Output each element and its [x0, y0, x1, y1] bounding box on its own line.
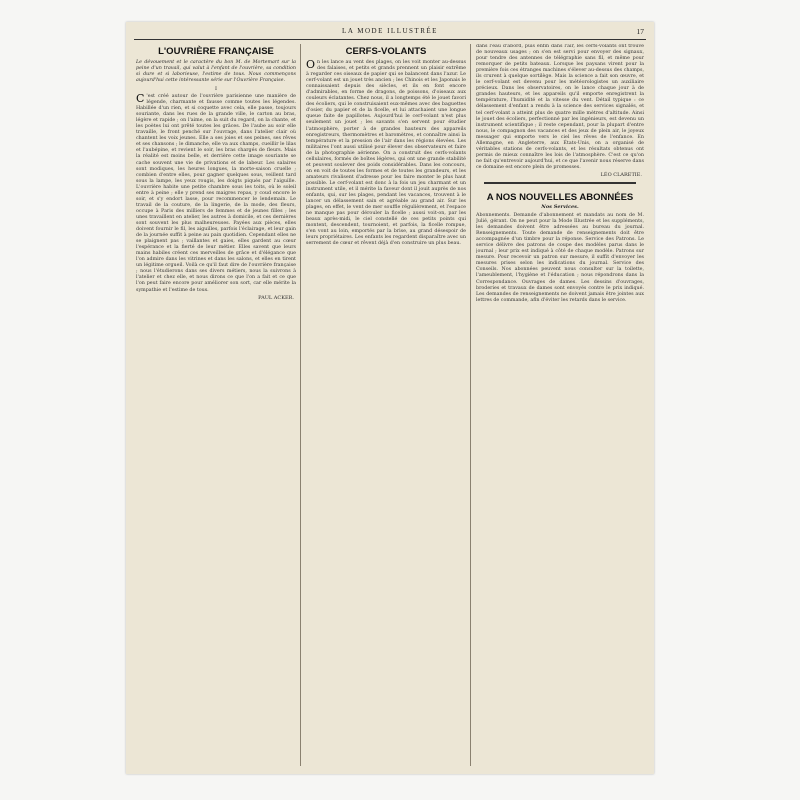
column-continuation: [476, 44, 644, 768]
section-number: I: [215, 86, 217, 92]
column-divider: [470, 44, 471, 766]
notice-subtitle: Nos Services.: [541, 203, 579, 210]
section-rule: [484, 182, 636, 184]
article-text: 'est créé autour de l'ouvrière parisienne une manière de légende, charmante et fausse comme toutes les légendes. Habillée d'un rien, et si coquette avec cela, elle passe, toujours souriante, dans les rues de la grande ville, le carton au bras, légère et rapide ; on l'aime, on la suit du regard, on la chante, et les poètes lui ont prêté toutes les grâces. De l'aube au soir elle travaille, le front penché sur l'ouvrage, dans l'atelier clair où chantent les voix jeunes. Elle a ses joies et ses peines, ses rêves et ses chansons ; le dimanche, elle va aux champs, cueillir le lilas et l'aubépine, et revient le soir, les bras chargés de fleurs. Mais la réalité est moins belle, et derrière cette image souriante se cache souvent une vie de privations et de labeur. Les salaires sont modiques, les heures longues, la morte-saison cruelle ; combien d'entre elles, pour gagner quelques sous, veillent tard sous la lampe, les yeux rougis, les doigts piqués par l'aiguille. L'ouvrière habite une petite chambre sous les toits, où le soleil entre à peine ; elle y prend ses maigres repas, y coud encore le soir, et s'y endort lasse, pour recommencer le lendemain. Le travail de la couture, de la lingerie, de la mode, des fleurs, occupe à Paris des milliers de femmes et de jeunes filles ; les unes travaillent en atelier, les autres à domicile, et ces dernières sont souvent les plus malheureuses. Payées aux pièces, elles doivent fournir le fil, les aiguilles, parfois l'éclairage, et leur gain de la journée suffit à peine au pain quotidien. Cependant elles ne se plaignent pas ; vaillantes et gaies, elles gardent au cœur l'espérance et la fierté de leur métier. Elles savent que leurs mains habiles créent ces merveilles de grâce et d'élégance que l'on admire dans les vitrines et dans les salons, et elles en tirent un légitime orgueil. Voilà ce qu'il faut dire de l'ouvrière française ; nous l'étudierons dans ses divers métiers, nous la suivrons à l'atelier et chez elle, et nous dirons ce que l'on a fait et ce que l'on peut faire encore pour améliorer son sort, car elle mérite la sympathie et l'estime de tous.: [136, 94, 296, 293]
article-title: L'OUVRIÈRE FRANÇAISE: [158, 46, 274, 57]
notice-body: Abonnements. Demande d'abonnement et mandats au nom de M. Julié, gérant. On ne peut pour la Mode Illustrée et les suppléments, les demandes doivent être adressées au bureau du journal. Renseignements. Toute demande de renseignements doit être accompagnée d'un timbre pour la réponse. Service des Patrons. Le service délivre des patrons de coupe des modèles parus dans le journal ; leur prix est indiqué à côté de chaque modèle. Patrons sur mesure. Pour recevoir un patron sur mesure, il suffit d'envoyer les mesures prises selon les indications du journal. Service des Conseils. Nos abonnées peuvent nous consulter sur la toilette, l'ameublement, l'hygiène et l'éducation ; nous répondrons dans la Correspondance. Ouvrages de dames. Les dessins d'ouvrages, broderies et travaux de dames sont envoyés contre le prix indiqué. Les demandes de renseignements ne doivent jamais être jointes aux lettres de commande, afin d'éviter les retards dans le service.: [476, 212, 644, 303]
magazine-page: [126, 22, 654, 774]
article-intro: Le dévouement et le caractère du bon M. de Mortemart sur la peine d'un travail, qui valut à l'enfant de l'ouvrière, sa condition si dure et si laborieuse, l'estime de tous. Nous commençons aujourd'hui cette intéressante série sur l'Ouvrière Française.: [136, 60, 296, 83]
column-divider: [300, 44, 301, 766]
drop-cap: C: [136, 92, 145, 105]
article-body: [306, 60, 466, 247]
article-text: n les lance au vent des plages, on les voit monter au-dessus des falaises, et petits et grands prennent un plaisir extrême à regarder ces oiseaux de papier qui se balancent dans l'azur. Le cerf-volant est un jouet très ancien ; les Chinois et les Japonais le connaissaient depuis des siècles, et ils en font encore d'admirables, en forme de dragons, de poissons, d'oiseaux aux couleurs éclatantes. Chez nous, il a longtemps été le jouet favori des écoliers, qui le construisaient eux-mêmes avec des baguettes d'osier, du papier et de la ficelle, et lui attachaient une longue queue faite de papillotes. Aujourd'hui le cerf-volant n'est plus seulement un jouet ; les savants s'en servent pour étudier l'atmosphère, porter à de grandes hauteurs des appareils enregistreurs, thermomètres et baromètres, et connaître ainsi la température et la pression de l'air dans les régions élevées. Les militaires l'ont aussi utilisé pour élever des observateurs et faire de la photographie aérienne. On a construit des cerfs-volants cellulaires, formés de boîtes légères, qui ont une grande stabilité et peuvent soulever des poids considérables. Dans les concours, on en voit de toutes les formes et de toutes les grandeurs, et les amateurs rivalisent d'adresse pour les faire monter le plus haut possible. Le cerf-volant est donc à la fois un jeu charmant et un instrument utile, et il mérite la faveur dont il jouit auprès de nos enfants, qui, sur les plages, pendant les vacances, trouvent à le lancer un délassement sain et agréable au grand air. Sur les plages, en effet, le vent de mer souffle régulièrement, et l'espace ne manque pas pour dérouler la ficelle ; aussi voit-on, par les beaux après-midi, le ciel constellé de ces petits points qui montent, descendent, tournoient, et parfois, la ficelle rompue, s'en vont au loin, emportés par la brise, au grand désespoir de leurs propriétaires. Les enfants les regardent disparaître avec un serrement de cœur et rêvent déjà d'en construire un plus beau.: [306, 60, 466, 247]
magazine-title: LA MODE ILLUSTRÉE: [342, 27, 438, 35]
article-body: [136, 94, 296, 294]
article-signature: PAUL ACKER.: [258, 294, 294, 301]
article-title: CERFS-VOLANTS: [345, 46, 427, 57]
header-rule: [134, 39, 646, 40]
column-ouvriere: [136, 44, 296, 768]
column-cerfs-volants: [306, 44, 466, 768]
article-signature: LÉO CLARETIE.: [600, 171, 642, 178]
notice-title: A NOS NOUVELLES ABONNÉES: [486, 191, 634, 203]
article-continuation: dans l'eau d'abord, puis enfin dans l'air, les cerfs-volants ont trouvé de nouveaux usages ; on s'en est servi pour envoyer des signaux, pour tendre des antennes de télégraphie sans fil, et même pour remorquer de petits bateaux. Lorsque les paysans virent pour la première fois ces étranges machines s'élever au-dessus des champs, ils crurent à quelque sortilège. Mais la science a fait son œuvre, et le cerf-volant est devenu pour les météorologistes un auxiliaire précieux. Dans les observatoires, on le lance chaque jour à de grandes hauteurs, et les appareils qu'il emporte enregistrent la température, l'humidité et la vitesse du vent. Détail typique : ce délassement d'enfant a rendu à la science des services signalés, et tel cerf-volant a atteint plus de quatre mille mètres d'altitude. Ainsi le jouet des écoliers, perfectionné par les ingénieurs, est devenu un instrument scientifique ; il reste cependant, pour la plupart d'entre nous, le compagnon des vacances et des jeux de plein air, le joyeux messager qui emporte vers le ciel les rêves de l'enfance. En Allemagne, en Angleterre, aux États-Unis, on a organisé de véritables stations de cerfs-volants, et les résultats obtenus ont permis de mieux connaître les lois de l'atmosphère. C'est ce qu'on ne fait qu'entrevoir aujourd'hui, et ce que l'avenir nous réserve dans ce domaine est encore plein de promesses.: [476, 44, 644, 170]
page-number: 17: [636, 27, 644, 36]
drop-cap: O: [306, 58, 316, 71]
